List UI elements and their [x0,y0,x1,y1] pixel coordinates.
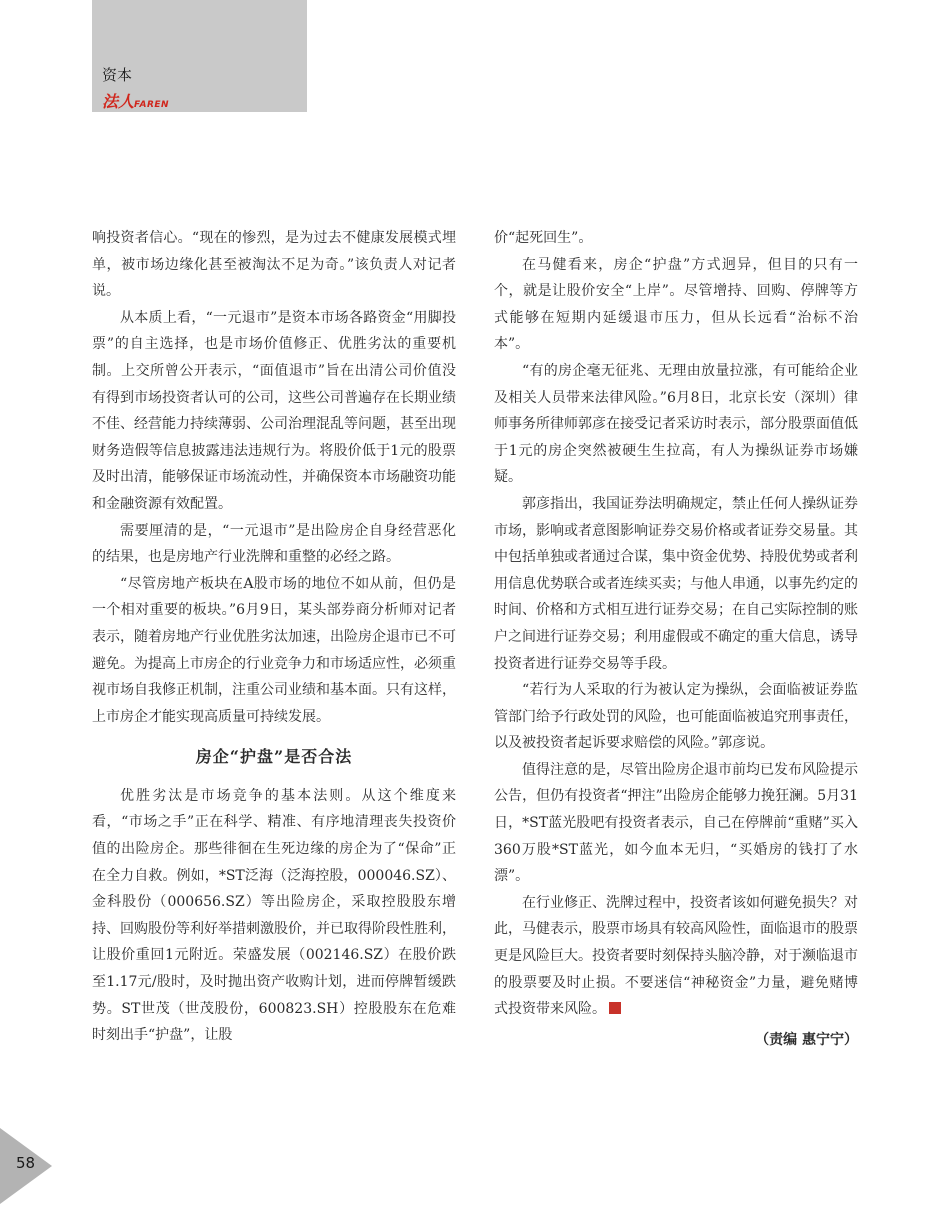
brand-logo-cn: 法人 [102,92,135,111]
brand-logo-en: FAREN [134,100,170,110]
section-header [92,0,307,112]
paragraph: 需要厘清的是，“一元退市”是出险房企自身经营恶化的结果，也是房地产行业洗牌和重整的必经之路。 [92,522,456,566]
section-label: 资本 [102,66,133,84]
paragraph: 郭彦指出，我国证券法明确规定，禁止任何人操纵证券市场，影响或者意图影响证券交易价格或者证券交易量。其中包括单独或者通过合谋，集中资金优势、持股优势或者利用信息优势联合或者连续买卖；与他人串通，以事先约定的时间、价格和方式相互进行证券交易；在自己实际控制的账户之间进行证券交易；利用虚假或不确定的重大信息，诱导投资者进行证券交易等手段。 [494,495,858,672]
brand-logo [102,89,169,112]
paragraph: 在马健看来，房企“护盘”方式迥异，但目的只有一个，就是让股价安全“上岸”。尽管增持、回购、停牌等方式能够在短期内延缓退市压力，但从长远看“治标不治本”。 [494,256,858,353]
paragraph: “若行为人采取的行为被认定为操纵，会面临被证券监管部门给予行政处罚的风险，也可能面临被追究刑事责任，以及被投资者起诉要求赔偿的风险。”郭彦说。 [494,682,858,752]
article-column-right [494,225,858,1053]
paragraph-final-text: 在行业修正、洗牌过程中，投资者该如何避免损失？对此，马健表示，股票市场具有较高风险性，面临退市的股票更是风险巨大。投资者要时刻保持头脑冷静，对于濒临退市的股票要及时止损。不要迷信“神秘资金”力量，避免赌博式投资带来风险。 [494,894,858,1018]
paragraph: “有的房企毫无征兆、无理由放量拉涨，有可能给企业及相关人员带来法律风险。”6月8日，北京长安（深圳）律师事务所律师郭彦在接受记者采访时表示，部分股票面值低于1元的房企突然被硬生生拉高，有人为操纵证券市场嫌疑。 [494,362,858,486]
paragraph: “尽管房地产板块在A股市场的地位不如从前，但仍是一个相对重要的板块。”6月9日，某头部券商分析师对记者表示，随着房地产行业优胜劣汰加速，出险房企退市已不可避免。为提高上市房企的行业竞争力和市场适应性，必须重视市场自我修正机制，注重公司业绩和基本面。只有这样，上市房企才能实现高质量可持续发展。 [92,575,456,725]
paragraph-final [494,890,858,1023]
paragraph: 响投资者信心。“现在的惨烈，是为过去不健康发展模式埋单，被市场边缘化甚至被淘汰不足为奇。”该负责人对记者说。 [92,230,456,300]
article-column-left [92,225,456,1049]
paragraph: 值得注意的是，尽管出险房企退市前均已发布风险提示公告，但仍有投资者“押注”出险房企能够力挽狂澜。5月31日，*ST蓝光股吧有投资者表示，自己在停牌前“重赌”买入360万股*ST蓝光，如今血本无归，“买婚房的钱打了水漂”。 [494,761,858,885]
article-end-icon [609,1002,621,1014]
paragraph: 价“起死回生”。 [494,230,593,246]
editor-credit: （责编 惠宁宁） [755,1031,858,1048]
paragraph: 优胜劣汰是市场竞争的基本法则。从这个维度来看，“市场之手”正在科学、精准、有序地清理丧失投资价值的出险房企。那些徘徊在生死边缘的房企为了“保命”正在全力自救。例如，*ST泛海（泛海控股，000046.SZ）、金科股份（000656.SZ）等出险房企，采取控股股东增持、回购股份等利好举措刺激股价，并已取得阶段性胜利，让股价重回1元附近。荣盛发展（002146.SZ）在股价跌至1.17元/股时，及时抛出资产收购计划，进而停牌暂缓跌势。ST世茂（世茂股份，600823.SH）控股股东在危难时刻出手“护盘”，让股 [92,787,456,1044]
page-number: 58 [16,1154,36,1172]
section-subheading: 房企“护盘”是否合法 [195,747,353,767]
paragraph: 从本质上看，“一元退市”是资本市场各路资金“用脚投票”的自主选择，也是市场价值修正、优胜劣汰的重要机制。上交所曾公开表示，“面值退市”旨在出清公司价值没有得到市场投资者认可的公司，这些公司普遍存在长期业绩不佳、经营能力持续薄弱、公司治理混乱等问题，甚至出现财务造假等信息披露违法违规行为。将股价低于1元的股票及时出清，能够保证市场流动性，并确保资本市场融资功能和金融资源有效配置。 [92,309,456,512]
